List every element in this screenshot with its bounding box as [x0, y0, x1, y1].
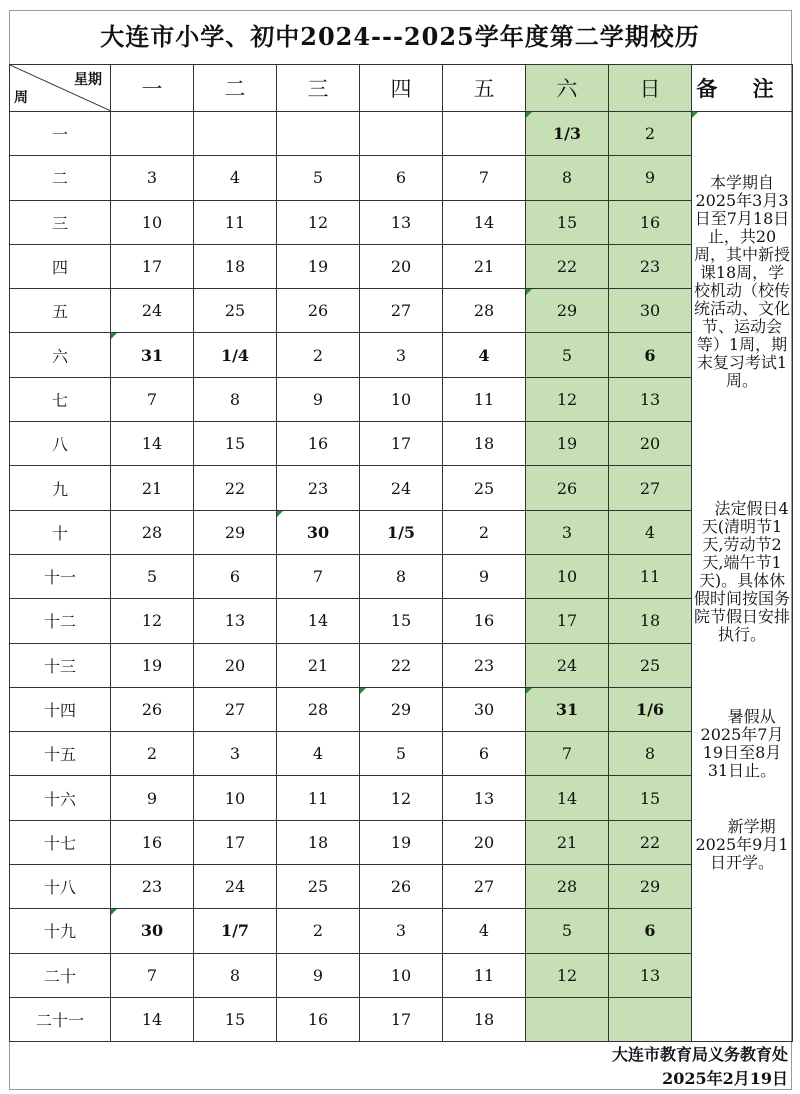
week-number: 十三 [10, 643, 111, 687]
day-cell: 15 [526, 200, 609, 244]
day-cell: 19 [360, 820, 443, 864]
day-cell: 4 [277, 732, 360, 776]
day-cell: 30 [609, 289, 692, 333]
day-cell: 10 [360, 953, 443, 997]
day-cell: 27 [194, 687, 277, 731]
day-cell [609, 997, 692, 1041]
day-cell: 21 [443, 244, 526, 288]
day-cell: 4 [194, 156, 277, 200]
day-cell: 7 [111, 953, 194, 997]
day-cell: 25 [194, 289, 277, 333]
day-cell: 23 [277, 466, 360, 510]
week-row [10, 909, 793, 953]
day-cell: 12 [526, 953, 609, 997]
day-cell: 11 [443, 377, 526, 421]
day-cell: 1/5 [360, 510, 443, 554]
day-cell: 10 [526, 554, 609, 598]
week-row [10, 422, 793, 466]
week-number: 二十 [10, 953, 111, 997]
week-number: 十 [10, 510, 111, 554]
day-cell: 19 [277, 244, 360, 288]
week-row [10, 865, 793, 909]
week-number: 四 [10, 244, 111, 288]
day-cell: 16 [443, 599, 526, 643]
day-cell: 31 [526, 687, 609, 731]
day-cell: 8 [526, 156, 609, 200]
week-row [10, 466, 793, 510]
day-cell: 21 [526, 820, 609, 864]
week-row [10, 156, 793, 200]
day-cell: 4 [443, 909, 526, 953]
week-number: 十七 [10, 820, 111, 864]
week-row [10, 687, 793, 731]
page-title: 大连市小学、初中2024---2025学年度第二学期校历 [100, 22, 700, 51]
day-cell: 31 [111, 333, 194, 377]
day-cell [526, 997, 609, 1041]
day-cell: 28 [443, 289, 526, 333]
note-holidays: 法定假日4天(清明节1天,劳动节2天,端午节1天)。具体休假时间按国务院节假日安排执行。 [694, 499, 791, 644]
day-cell: 25 [443, 466, 526, 510]
calendar-table [9, 64, 793, 1042]
day-cell: 17 [526, 599, 609, 643]
day-cell: 25 [277, 865, 360, 909]
day-cell: 1/7 [194, 909, 277, 953]
day-cell: 11 [609, 554, 692, 598]
week-number: 十六 [10, 776, 111, 820]
day-cell: 27 [609, 466, 692, 510]
week-row [10, 732, 793, 776]
day-cell: 5 [360, 732, 443, 776]
note-semester: 本学期自2025年3月3日至7月18日止，共20周，其中新授课18周，学校机动（校传统活动、文化节、运动会等）1周，期末复习考试1周。 [694, 173, 791, 390]
note-summer-break: 暑假从2025年7月19日至8月31日止。 [700, 707, 784, 780]
day-cell: 10 [111, 200, 194, 244]
day-cell: 4 [443, 333, 526, 377]
day-cell: 5 [277, 156, 360, 200]
day-cell: 12 [111, 599, 194, 643]
day-cell: 24 [194, 865, 277, 909]
day-cell: 17 [360, 422, 443, 466]
day-cell: 24 [360, 466, 443, 510]
week-number: 八 [10, 422, 111, 466]
notes-header: 备 注 [692, 65, 793, 112]
day-cell: 13 [609, 377, 692, 421]
day-cell: 27 [443, 865, 526, 909]
day-cell: 2 [609, 112, 692, 156]
week-row [10, 510, 793, 554]
week-number: 二十一 [10, 997, 111, 1041]
weekday-header: 一 [111, 65, 194, 112]
week-row [10, 200, 793, 244]
day-cell: 29 [526, 289, 609, 333]
weekday-axis-label: 星期 [74, 72, 102, 88]
day-cell: 16 [609, 200, 692, 244]
day-cell: 1/4 [194, 333, 277, 377]
day-cell: 12 [360, 776, 443, 820]
day-cell: 2 [277, 909, 360, 953]
day-cell: 18 [277, 820, 360, 864]
day-cell: 22 [360, 643, 443, 687]
week-row [10, 643, 793, 687]
week-row [10, 820, 793, 864]
day-cell: 24 [526, 643, 609, 687]
day-cell: 25 [609, 643, 692, 687]
day-cell: 2 [111, 732, 194, 776]
day-cell: 19 [526, 422, 609, 466]
day-cell: 14 [443, 200, 526, 244]
day-cell: 7 [526, 732, 609, 776]
day-cell: 11 [443, 953, 526, 997]
day-cell: 14 [111, 422, 194, 466]
day-cell: 8 [609, 732, 692, 776]
day-cell: 23 [443, 643, 526, 687]
day-cell: 6 [360, 156, 443, 200]
day-cell: 4 [609, 510, 692, 554]
day-cell [111, 112, 194, 156]
week-row [10, 599, 793, 643]
notes-column [692, 112, 793, 1042]
day-cell: 3 [194, 732, 277, 776]
day-cell: 3 [360, 909, 443, 953]
day-cell: 17 [111, 244, 194, 288]
day-cell: 20 [443, 820, 526, 864]
day-cell: 5 [111, 554, 194, 598]
issuer: 大连市教育局义务教育处 [611, 1045, 788, 1064]
week-number: 十四 [10, 687, 111, 731]
day-cell: 26 [526, 466, 609, 510]
day-cell: 29 [360, 687, 443, 731]
day-cell: 26 [360, 865, 443, 909]
day-cell: 23 [609, 244, 692, 288]
day-cell: 16 [277, 997, 360, 1041]
day-cell: 12 [277, 200, 360, 244]
day-cell: 21 [277, 643, 360, 687]
week-number: 十二 [10, 599, 111, 643]
day-cell: 20 [609, 422, 692, 466]
day-cell: 2 [277, 333, 360, 377]
week-number: 二 [10, 156, 111, 200]
weekday-header: 二 [194, 65, 277, 112]
week-row [10, 289, 793, 333]
week-number: 一 [10, 112, 111, 156]
day-cell: 28 [526, 865, 609, 909]
day-cell: 9 [111, 776, 194, 820]
day-cell: 10 [360, 377, 443, 421]
weekday-header: 五 [443, 65, 526, 112]
day-cell: 22 [609, 820, 692, 864]
day-cell: 6 [443, 732, 526, 776]
day-cell: 29 [609, 865, 692, 909]
weekday-header: 日 [609, 65, 692, 112]
week-number: 十八 [10, 865, 111, 909]
day-cell: 8 [360, 554, 443, 598]
week-number: 十五 [10, 732, 111, 776]
day-cell: 14 [111, 997, 194, 1041]
week-axis-label: 周 [14, 90, 28, 106]
day-cell: 1/6 [609, 687, 692, 731]
day-cell: 16 [111, 820, 194, 864]
day-cell: 14 [526, 776, 609, 820]
day-cell: 20 [194, 643, 277, 687]
day-cell: 8 [194, 953, 277, 997]
day-cell: 18 [443, 997, 526, 1041]
day-cell: 17 [360, 997, 443, 1041]
day-cell: 20 [360, 244, 443, 288]
week-number: 五 [10, 289, 111, 333]
weekday-header: 三 [277, 65, 360, 112]
day-cell: 16 [277, 422, 360, 466]
issue-date: 2025年2月19日 [662, 1069, 788, 1088]
day-cell [277, 112, 360, 156]
day-cell: 13 [360, 200, 443, 244]
day-cell: 9 [443, 554, 526, 598]
day-cell: 22 [194, 466, 277, 510]
day-cell: 15 [194, 997, 277, 1041]
week-number: 六 [10, 333, 111, 377]
day-cell: 2 [443, 510, 526, 554]
day-cell: 26 [277, 289, 360, 333]
week-row [10, 377, 793, 421]
day-cell: 1/3 [526, 112, 609, 156]
day-cell: 28 [111, 510, 194, 554]
day-cell [194, 112, 277, 156]
day-cell: 28 [277, 687, 360, 731]
header-row [10, 65, 793, 112]
day-cell: 13 [443, 776, 526, 820]
day-cell: 30 [111, 909, 194, 953]
day-cell: 11 [194, 200, 277, 244]
day-cell: 18 [609, 599, 692, 643]
day-cell: 17 [194, 820, 277, 864]
day-cell: 8 [194, 377, 277, 421]
week-number: 十一 [10, 554, 111, 598]
day-cell: 19 [111, 643, 194, 687]
day-cell: 30 [443, 687, 526, 731]
week-row [10, 554, 793, 598]
day-cell: 6 [194, 554, 277, 598]
day-cell [443, 112, 526, 156]
day-cell: 9 [277, 953, 360, 997]
day-cell: 14 [277, 599, 360, 643]
day-cell: 9 [609, 156, 692, 200]
day-cell: 22 [526, 244, 609, 288]
day-cell: 26 [111, 687, 194, 731]
day-cell: 10 [194, 776, 277, 820]
week-row [10, 333, 793, 377]
day-cell: 7 [111, 377, 194, 421]
day-cell: 9 [277, 377, 360, 421]
day-cell: 7 [277, 554, 360, 598]
day-cell: 7 [443, 156, 526, 200]
day-cell: 15 [609, 776, 692, 820]
day-cell: 6 [609, 333, 692, 377]
day-cell: 6 [609, 909, 692, 953]
day-cell: 5 [526, 333, 609, 377]
day-cell: 23 [111, 865, 194, 909]
day-cell: 18 [443, 422, 526, 466]
weekday-header: 六 [526, 65, 609, 112]
day-cell: 12 [526, 377, 609, 421]
week-number: 十九 [10, 909, 111, 953]
day-cell: 15 [194, 422, 277, 466]
day-cell: 21 [111, 466, 194, 510]
day-cell: 15 [360, 599, 443, 643]
week-number: 七 [10, 377, 111, 421]
week-row [10, 112, 793, 156]
week-row [10, 997, 793, 1041]
week-number: 九 [10, 466, 111, 510]
note-new-term: 新学期2025年9月1日开学。 [695, 817, 789, 872]
day-cell: 13 [194, 599, 277, 643]
week-number: 三 [10, 200, 111, 244]
day-cell: 5 [526, 909, 609, 953]
day-cell: 24 [111, 289, 194, 333]
week-row [10, 244, 793, 288]
week-row [10, 953, 793, 997]
day-cell: 18 [194, 244, 277, 288]
header-corner [10, 65, 111, 112]
day-cell: 29 [194, 510, 277, 554]
day-cell: 3 [111, 156, 194, 200]
day-cell: 13 [609, 953, 692, 997]
day-cell: 11 [277, 776, 360, 820]
day-cell [360, 112, 443, 156]
day-cell: 30 [277, 510, 360, 554]
week-row [10, 776, 793, 820]
day-cell: 3 [360, 333, 443, 377]
day-cell: 27 [360, 289, 443, 333]
weekday-header: 四 [360, 65, 443, 112]
day-cell: 3 [526, 510, 609, 554]
